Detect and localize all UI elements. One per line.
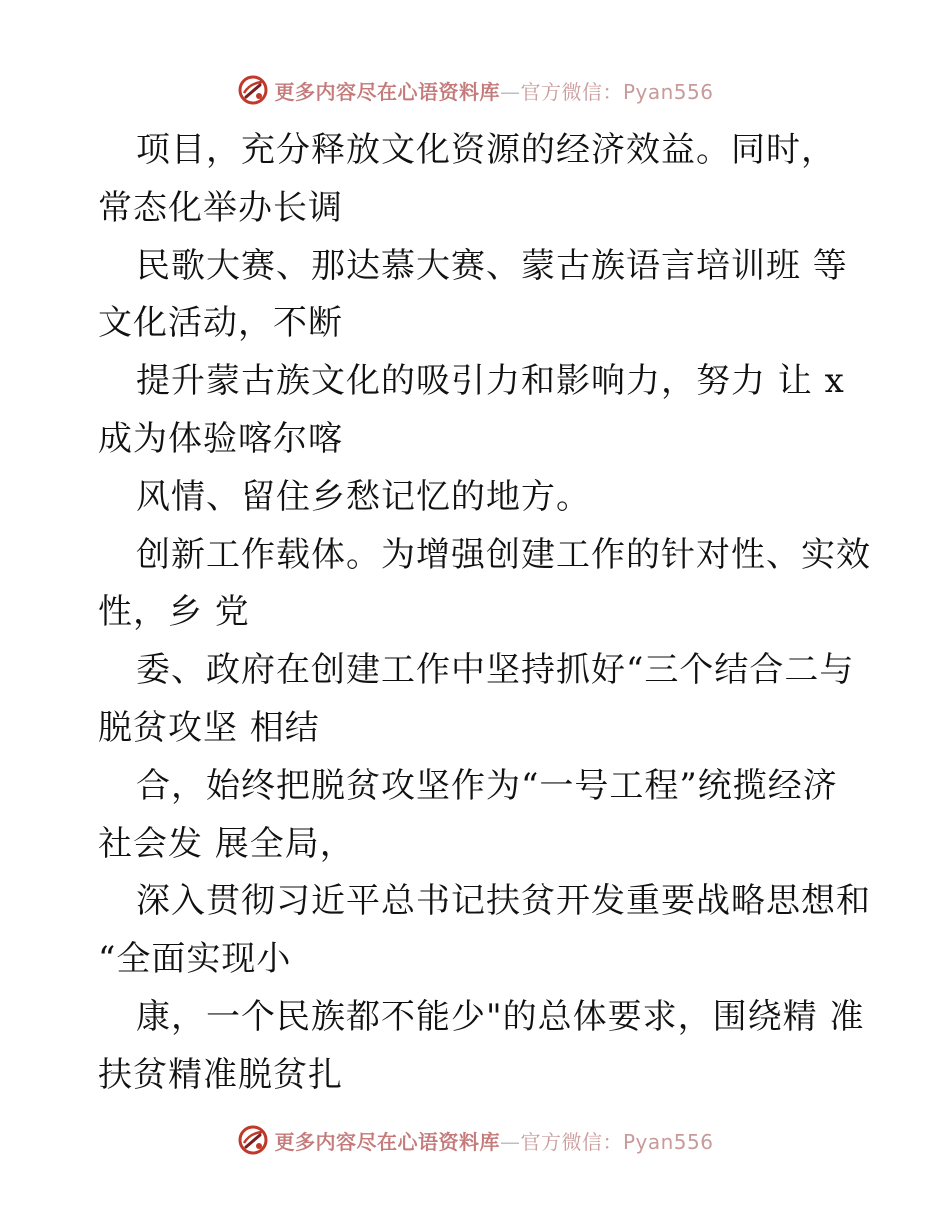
text-line: 项目，充分释放文化资源的经济效益。同时， [136,130,836,170]
footer-watermark-banner [0,1120,950,1160]
header-watermark-banner [0,70,950,110]
text-line: 常态化举办长调 [98,187,343,228]
text-line: 深入贯彻习近平总书记扶贫开发重要战略思想和 [136,881,871,922]
header-watermark-main: 更多内容尽在心语资料库 [274,79,500,104]
text-line: 康，一个民族都不能少"的总体要求，围绕精 准 [136,996,865,1037]
text-line: 创新工作载体。为增强创建工作的针对性、实效 [136,534,871,575]
header-watermark-wechat: 官方微信：Pyan556 [520,79,714,104]
text-line: 文化活动，不断 [98,303,343,344]
text-line: 提升蒙古族文化的吸引力和影响力，努力 让 x [136,361,845,402]
text-line: 脱贫攻坚 相结 [98,707,320,748]
text-line: 扶贫精准脱贫扎 [98,1054,343,1095]
footer-watermark-wechat: 官方微信：Pyan556 [520,1129,714,1154]
footer-watermark-separator: — [499,1129,521,1154]
text-line: 风情、留住乡愁记忆的地方。 [136,476,591,517]
text-line: 性，乡 党 [98,592,250,633]
body-text [98,122,871,1105]
header-watermark-text [274,76,713,105]
text-line: 合，始终把脱贫攻坚作为“一号工程”统揽经济 [136,765,838,806]
text-line: 成为体验喀尔喀 [98,418,343,459]
header-watermark-separator: — [499,79,521,104]
footer-watermark-main: 更多内容尽在心语资料库 [274,1129,500,1154]
text-line: 社会发 展全局， [98,823,355,864]
text-line: “全面实现小 [98,939,292,980]
text-line: 委、政府在创建工作中坚持抓好“三个结合二与 [136,650,855,691]
brand-logo-icon [236,73,270,107]
brand-logo-icon [236,1123,270,1157]
text-line: 民歌大赛、那达慕大赛、蒙古族语言培训班 等 [136,245,848,286]
footer-watermark-text [274,1126,713,1155]
